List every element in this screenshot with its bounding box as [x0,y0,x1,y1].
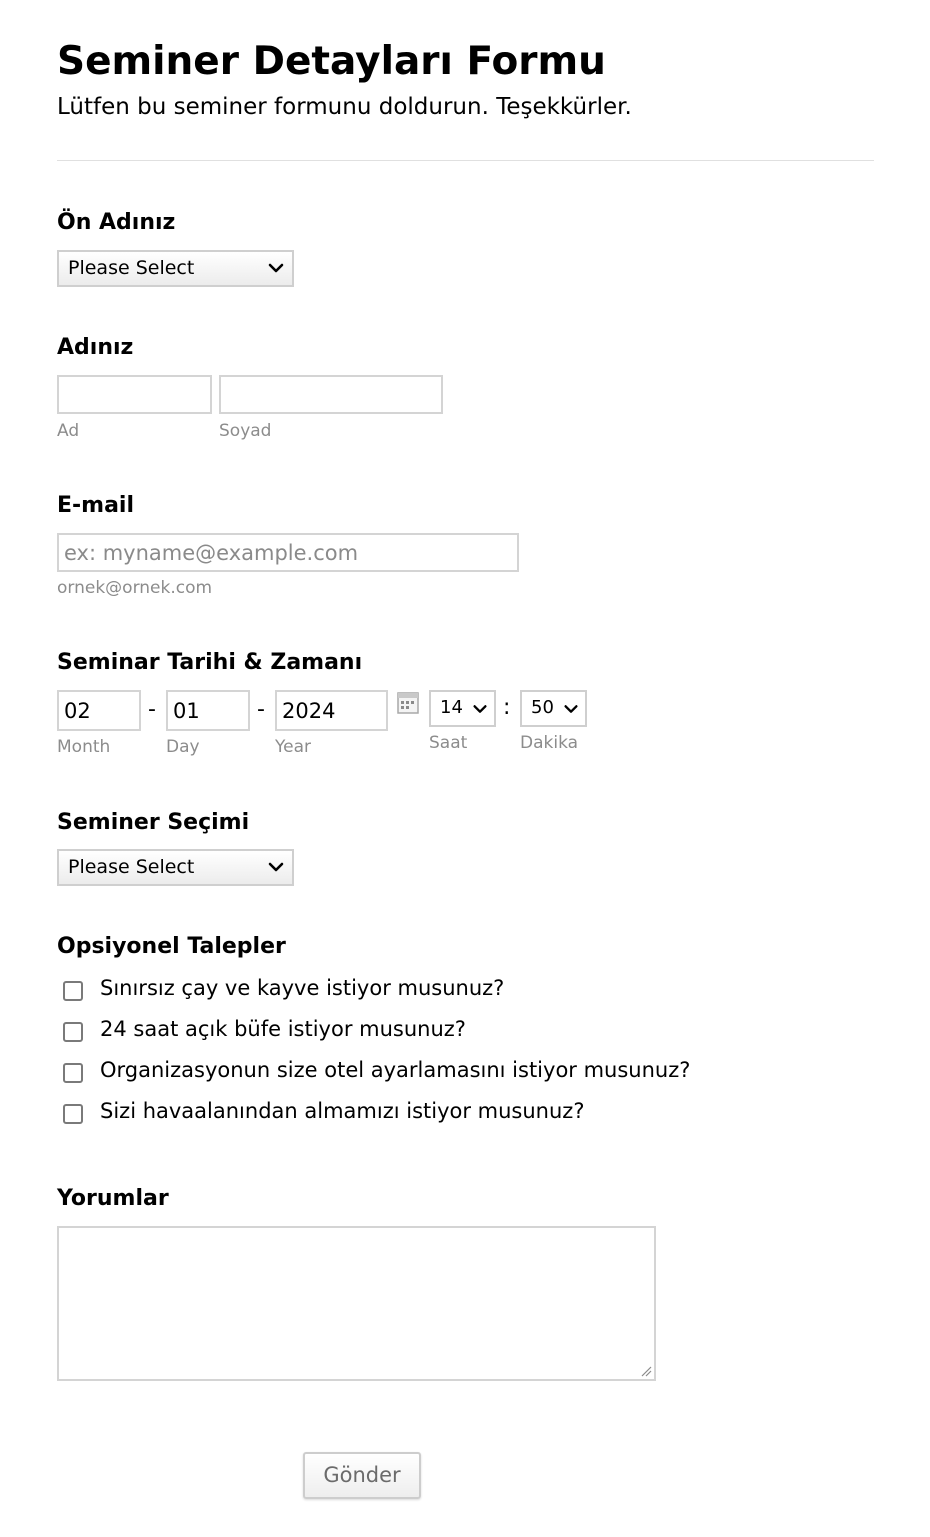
month-field[interactable] [57,690,141,731]
form-subtitle: Lütfen bu seminer formunu doldurun. Teşekkürler. [57,94,632,120]
form-title: Seminer Detayları Formu [57,39,606,84]
submit-button[interactable]: Gönder [303,1452,421,1499]
hour-sublabel: Saat [429,733,468,753]
hour-select-value: 14 [440,697,463,718]
date-separator: - [257,697,265,722]
minute-select[interactable] [520,690,587,727]
date-separator: - [148,697,156,722]
year-sublabel: Year [275,737,311,757]
minute-sublabel: Dakika [520,733,579,753]
option-label-hotel[interactable]: Organizasyonun size otel ayarlamasını istiyor musunuz? [100,1058,691,1082]
chevron-down-icon [266,258,286,278]
prefix-select-value: Please Select [68,257,195,279]
resize-grip-icon[interactable] [640,1365,652,1377]
comments-label: Yorumlar [57,1186,169,1211]
email-label: E-mail [57,493,135,518]
option-label-buffet[interactable]: 24 saat açık büfe istiyor musunuz? [100,1017,466,1041]
email-sublabel: ornek@ornek.com [57,578,213,598]
seminar-label: Seminer Seçimi [57,810,250,835]
chevron-down-icon [471,700,489,718]
option-checkbox-tea-coffee[interactable] [63,981,83,1001]
hour-select[interactable] [429,690,496,727]
first-name-sublabel: Ad [57,421,80,441]
option-label-tea-coffee[interactable]: Sınırsız çay ve kayve istiyor musunuz? [100,976,505,1000]
seminar-select[interactable] [57,849,294,886]
option-label-airport[interactable]: Sizi havaalanından almamızı istiyor musunuz? [100,1099,585,1123]
email-field[interactable] [57,533,519,572]
option-checkbox-buffet[interactable] [63,1022,83,1042]
datetime-label: Seminar Tarihi & Zamanı [57,650,363,675]
last-name-sublabel: Soyad [219,421,272,441]
comments-textarea[interactable] [57,1226,656,1381]
time-separator: : [503,695,511,720]
prefix-select[interactable] [57,250,294,287]
option-checkbox-hotel[interactable] [63,1063,83,1083]
last-name-field[interactable] [219,375,443,414]
first-name-field[interactable] [57,375,212,414]
day-sublabel: Day [166,737,200,757]
month-sublabel: Month [57,737,111,757]
day-field[interactable] [166,690,250,731]
year-field[interactable] [275,690,388,731]
chevron-down-icon [266,857,286,877]
header-divider [57,160,874,161]
option-checkbox-airport[interactable] [63,1104,83,1124]
chevron-down-icon [562,700,580,718]
options-label: Opsiyonel Talepler [57,934,286,959]
seminar-select-value: Please Select [68,856,195,878]
prefix-label: Ön Adınız [57,210,176,235]
calendar-icon[interactable] [397,692,419,714]
name-label: Adınız [57,335,134,360]
minute-select-value: 50 [531,697,554,718]
